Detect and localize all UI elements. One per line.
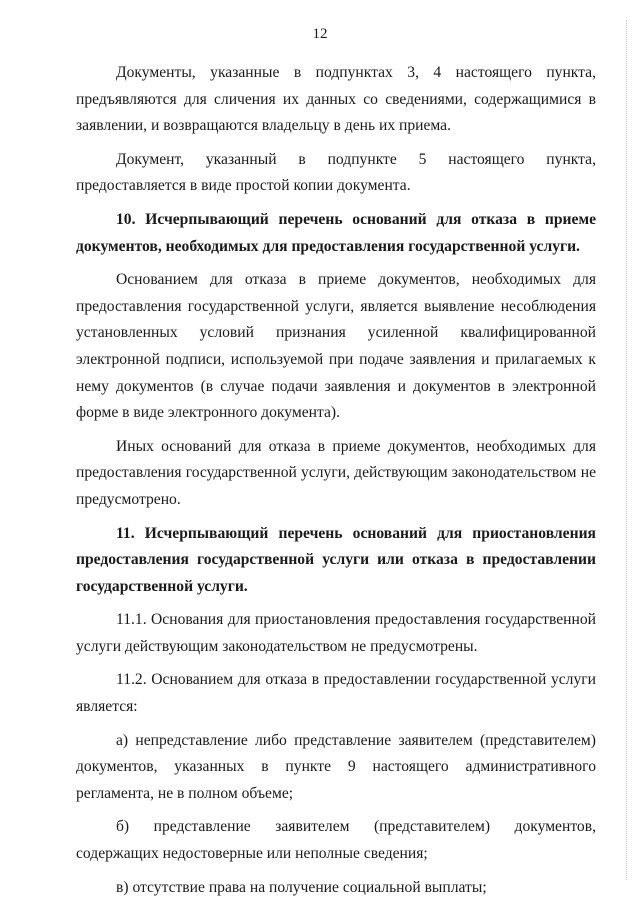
paragraph-11-1: 11.1. Основания для приостановления предоставления государственной услуги действующим законодательством не предусмотрены. — [76, 611, 596, 655]
document-body — [76, 60, 596, 901]
paragraph-refusal-basis: Основанием для отказа в приеме документов, необходимых для предоставления государственной услуги, является выявление несоблюдения установленных условий признания усиленной квалифицированной электронной подписи, используемой при подаче заявления и прилагаемых к нему документов (в случае подачи заявления и документов в электронной форме в виде электронного документа). — [76, 271, 596, 422]
section-heading-10: 10. Исчерпывающий перечень оснований для отказа в приеме документов, необходимых для предоставления государственной услуги. — [76, 210, 596, 255]
paragraph-no-other-grounds: Иных оснований для отказа в приеме документов, необходимых для предоставления государственной услуги, действующим законодательством не предусмотрено. — [76, 437, 596, 508]
paragraph-documents-returned: Документы, указанные в подпунктах 3, 4 настоящего пункта, предъявляются для сличения их данных со сведениями, содержащимися в заявлении, и возвращаются владельцу в день их приема. — [76, 64, 596, 135]
scan-edge-line — [626, 20, 628, 880]
paragraph-11-2: 11.2. Основанием для отказа в предоставлении государственной услуги является: — [76, 671, 596, 716]
list-item-b: б) представление заявителем (представителем) документов, содержащих недостоверные или неполные сведения; — [76, 818, 596, 863]
list-item-v: в) отсутствие права на получение социальной выплаты; — [116, 878, 487, 896]
paragraph-document-copy: Документ, указанный в подпункте 5 настоящего пункта, предоставляется в виде простой копии документа. — [76, 150, 596, 195]
page-number: 12 — [312, 26, 328, 42]
section-heading-11: 11. Исчерпывающий перечень оснований для приостановления предоставления государственной услуги или отказа в предоставлении государственной услуги. — [76, 524, 596, 595]
list-item-a: а) непредставление либо представление заявителем (представителем) документов, указанных в пункте 9 настоящего административного регламента, не в полном объеме; — [76, 731, 596, 802]
